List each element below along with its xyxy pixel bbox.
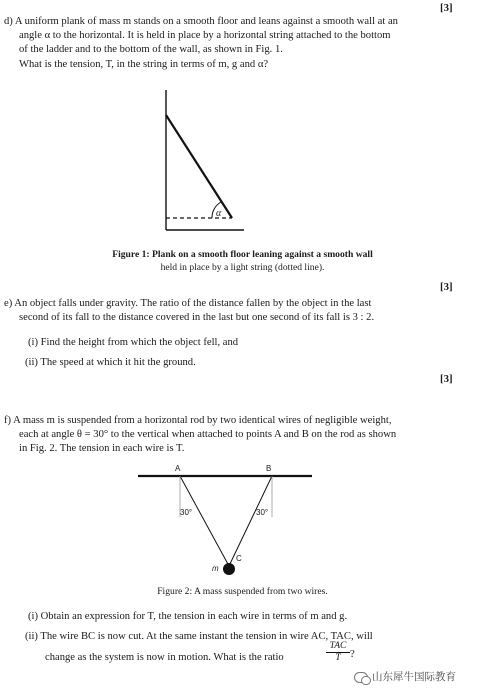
label-m: m (212, 564, 219, 573)
question-d-line1: d) A uniform plank of mass m stands on a smooth floor and leans against a smooth wall at an (4, 16, 398, 27)
wire-ac (180, 476, 229, 566)
question-f-item-ii-line1: (ii) The wire BC is now cut. At the same instant the tension in wire AC, TAC, will (25, 631, 373, 642)
figure-1-caption-text: Figure 1: Plank on a smooth floor leaning against a smooth wall (112, 249, 373, 260)
label-b: B (266, 464, 272, 473)
marks-d-prev: [3] (440, 2, 453, 14)
label-c: C (236, 554, 242, 563)
question-f-item-ii-line2: change as the system is now in motion. What is the ratio (45, 652, 284, 663)
question-f-line1: f) A mass m is suspended from a horizontal rod by two identical wires of negligible weight, (4, 415, 392, 426)
question-d-line3: of the ladder and to the bottom of the wall, as shown in Fig. 1. (19, 44, 283, 55)
angle-label-b: 30° (256, 508, 269, 517)
question-e-item-ii: (ii) The speed at which it hit the ground. (25, 357, 196, 368)
marks-e: [3] (440, 373, 453, 385)
angle-label-a: 30° (180, 508, 193, 517)
watermark-text: 山东犀牛国际教育 (372, 671, 456, 683)
question-f-line2: each at angle θ = 30° to the vertical when attached to points A and B on the rod as shown (19, 429, 397, 440)
marks-d: [3] (440, 281, 453, 293)
ratio-denominator: T (335, 653, 341, 663)
ratio-numerator: TAC (326, 641, 350, 653)
figure-2-caption: Figure 2: A mass suspended from two wires. (157, 586, 328, 597)
question-e-line2: second of its fall to the distance covered in the last but one second of its fall is 3 : 2. (19, 312, 375, 323)
ratio-fraction (326, 641, 350, 664)
question-e-item-i: (i) Find the height from which the object fell, and (28, 337, 239, 348)
wechat-icon (354, 672, 368, 683)
figure-1-caption-line2: held in place by a light string (dotted line). (160, 262, 325, 273)
question-f-item-i: (i) Obtain an expression for T, the tension in each wire in terms of m and g. (28, 611, 348, 622)
label-a: A (175, 464, 181, 473)
question-f-line3: in Fig. 2. The tension in each wire is T. (19, 443, 185, 454)
question-d-line4: What is the tension, T, in the string in terms of m, g and α? (19, 59, 269, 70)
question-e-line1: e) An object falls under gravity. The ratio of the distance fallen by the object in the last (4, 298, 372, 309)
question-d-line2: angle α to the horizontal. It is held in place by a horizontal string attached to the bottom (19, 30, 391, 41)
watermark (354, 671, 456, 684)
alpha-label: α (216, 208, 222, 219)
ratio-question-mark: ? (350, 649, 355, 660)
mass (223, 563, 235, 575)
